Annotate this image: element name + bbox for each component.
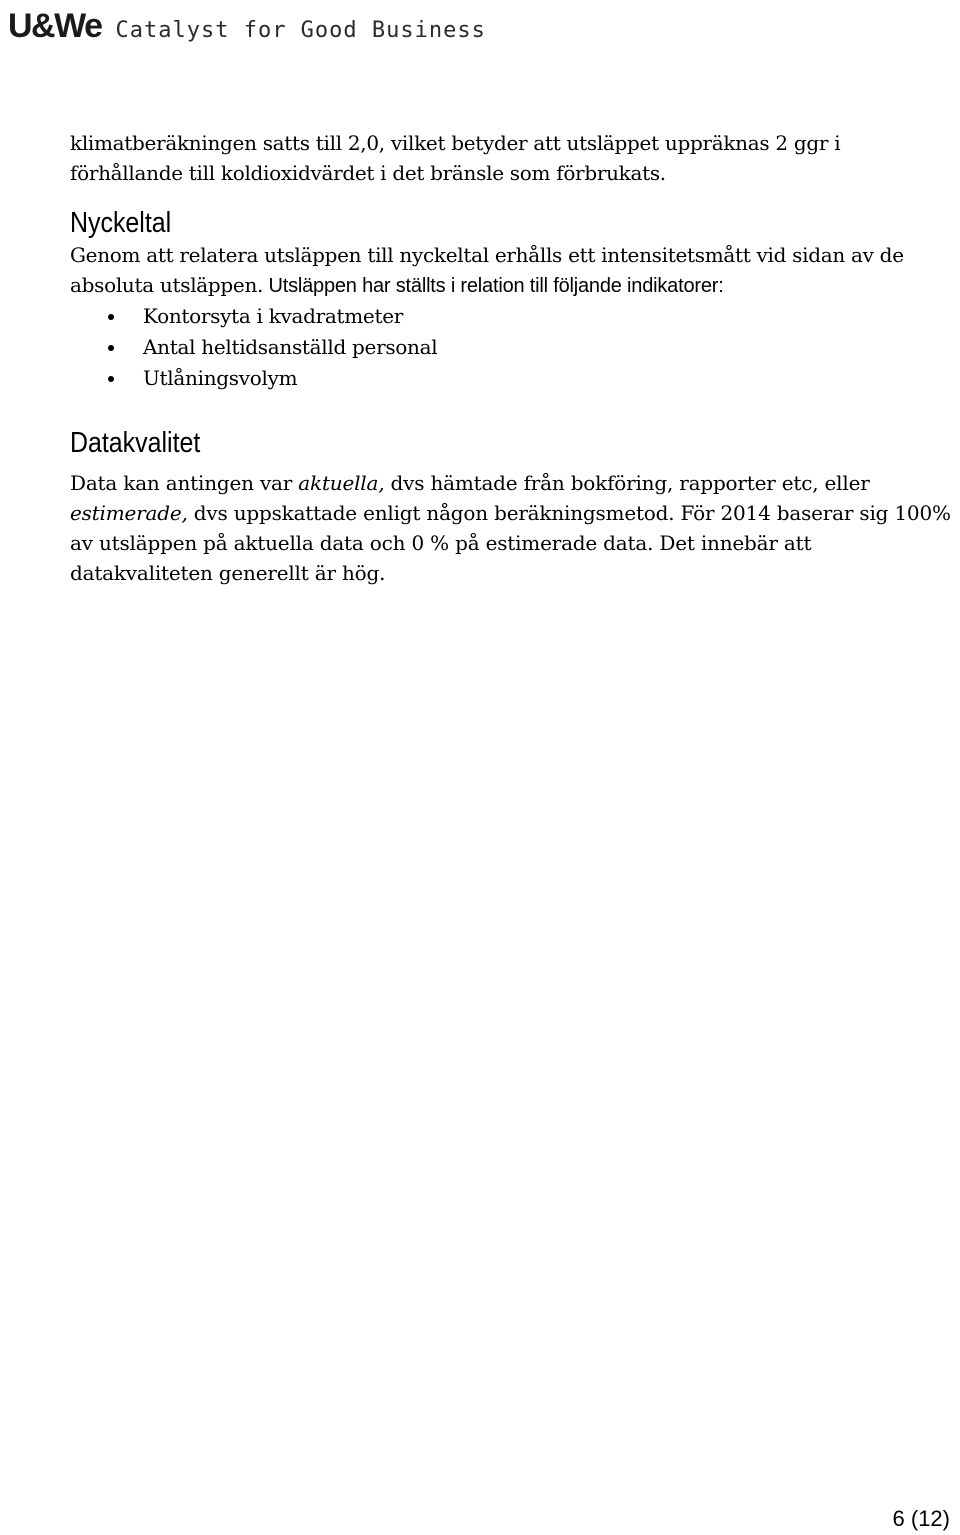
bullet-icon [108,376,114,382]
datakvalitet-paragraph [70,468,955,588]
indicator-list [70,301,955,394]
heading-nyckeltal: Nyckeltal [70,207,172,239]
datakvalitet-text-c: dvs uppskattade enligt någon beräkningsmetod. För 2014 baserar sig 100% av utsläppen på aktuella data och 0 % på estimerade data. Det innebär att datakvaliteten generellt är hög. [70,501,951,585]
datakvalitet-text-b: dvs hämtade från bokföring, rapporter etc, eller [384,471,870,495]
list-item-text: Antal heltidsanställd personal [143,335,438,359]
list-item [70,332,955,363]
heading-datakvalitet: Datakvalitet [70,427,201,459]
nyckeltal-paragraph [70,240,955,301]
company-tagline: Catalyst for Good Business [115,18,486,43]
bullet-icon [108,314,114,320]
page-number: 6 (12) [892,1506,950,1531]
intro-paragraph: klimatberäkningen satts till 2,0, vilket betyder att utsläppet uppräknas 2 ggr i förhållande till koldioxidvärdet i det bränsle som förbrukats. [70,131,841,185]
list-item [70,301,955,332]
bullet-icon [108,345,114,351]
list-item-text: Utlåningsvolym [143,366,298,390]
page-header [8,8,486,44]
nyckeltal-text-2: Utsläppen har ställts i relation till följande indikatorer: [263,275,724,297]
company-logo: U&We [8,7,102,45]
nyckeltal-text-1: Genom att relatera utsläppen till nyckeltal erhålls ett intensitetsmått vid sidan av de absoluta utsläppen. [70,243,904,297]
list-item-text: Kontorsyta i kvadratmeter [143,304,404,328]
document-body [70,128,955,588]
emphasis-estimerade: estimerade, [70,501,188,525]
datakvalitet-text-a: Data kan antingen var [70,471,299,495]
emphasis-aktuella: aktuella, [298,471,385,495]
list-item [70,363,955,394]
